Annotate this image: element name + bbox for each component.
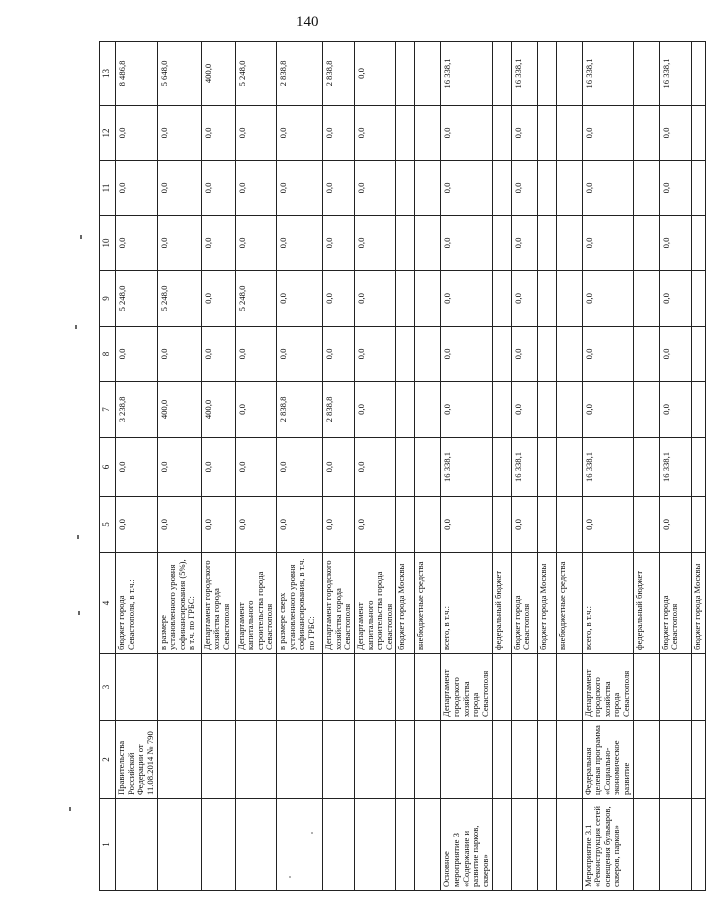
value-cell (633, 382, 659, 438)
value-cell (633, 327, 659, 382)
table-row (582, 42, 633, 891)
value-cell (556, 382, 582, 438)
value-cell: 0,0 (354, 327, 396, 382)
cell-c4: Департамент городского хозяйства города Севастополя (201, 553, 235, 654)
value-cell: 0,0 (277, 161, 323, 216)
cell-c1 (354, 799, 396, 891)
table-row (323, 42, 355, 891)
cell-c2 (415, 721, 441, 799)
cell-c4: Департамент капитального строительства города Севастополя (235, 553, 277, 654)
column-header: 6 (100, 438, 116, 497)
value-cell: 0,0 (511, 106, 537, 161)
value-cell: 0,0 (201, 106, 235, 161)
value-cell: 16 338,1 (582, 438, 633, 497)
value-cell (537, 327, 556, 382)
cell-c3 (116, 654, 158, 721)
value-cell: 0,0 (116, 161, 158, 216)
table-row (277, 42, 323, 891)
value-cell (537, 216, 556, 271)
cell-c2 (201, 721, 235, 799)
value-cell: 0,0 (235, 382, 277, 438)
value-cell: 16 338,1 (659, 438, 691, 497)
cell-c1 (235, 799, 277, 891)
cell-c1 (556, 799, 582, 891)
cell-c3 (235, 654, 277, 721)
value-cell: 0,0 (582, 161, 633, 216)
value-cell: 0,0 (354, 438, 396, 497)
cell-c1 (116, 799, 158, 891)
value-cell: 400,0 (201, 382, 235, 438)
value-cell (492, 497, 511, 553)
table-row (556, 42, 582, 891)
value-cell: 0,0 (157, 216, 201, 271)
value-cell: 0,0 (157, 497, 201, 553)
cell-c3 (537, 654, 556, 721)
column-header: 8 (100, 327, 116, 382)
column-header: 9 (100, 271, 116, 327)
cell-c4: в размере установленного уровня софинансирования (5%), в т.ч. по ГРБС: (157, 553, 201, 654)
value-cell: 0,0 (323, 106, 355, 161)
cell-c2 (633, 721, 659, 799)
value-cell: 0,0 (582, 106, 633, 161)
value-cell: 0,0 (235, 497, 277, 553)
value-cell (415, 382, 441, 438)
column-header: 1 (100, 799, 116, 891)
value-cell (633, 271, 659, 327)
scan-dot (311, 832, 313, 834)
value-cell (396, 106, 415, 161)
value-cell: 5 248,0 (235, 271, 277, 327)
value-cell (492, 216, 511, 271)
cell-c4: внебюджетные средства (556, 553, 582, 654)
value-cell (492, 271, 511, 327)
value-cell: 0,0 (116, 497, 158, 553)
value-cell: 0,0 (441, 327, 492, 382)
cell-c2 (323, 721, 355, 799)
value-cell (415, 438, 441, 497)
value-cell: 0,0 (157, 327, 201, 382)
table-frame (99, 42, 702, 891)
value-cell: 0,0 (354, 161, 396, 216)
value-cell (691, 382, 705, 438)
value-cell (537, 438, 556, 497)
value-cell: 0,0 (511, 382, 537, 438)
table-row (691, 42, 705, 891)
cell-c3 (157, 654, 201, 721)
value-cell: 0,0 (277, 327, 323, 382)
cell-c4: всего, в т.ч.: (441, 553, 492, 654)
cell-c3 (691, 654, 705, 721)
value-cell (396, 382, 415, 438)
column-header: 7 (100, 382, 116, 438)
value-cell (415, 497, 441, 553)
cell-c3 (201, 654, 235, 721)
value-cell: 0,0 (441, 106, 492, 161)
value-cell (396, 497, 415, 553)
value-cell (691, 497, 705, 553)
value-cell: 8 486,8 (116, 42, 158, 106)
column-header: 10 (100, 216, 116, 271)
cell-c1 (691, 799, 705, 891)
value-cell: 0,0 (157, 438, 201, 497)
value-cell: 0,0 (323, 271, 355, 327)
value-cell: 0,0 (277, 271, 323, 327)
table-row (235, 42, 277, 891)
value-cell: 0,0 (277, 438, 323, 497)
value-cell (691, 161, 705, 216)
value-cell: 0,0 (323, 438, 355, 497)
value-cell: 0,0 (511, 161, 537, 216)
value-cell: 2 838,8 (277, 42, 323, 106)
value-cell (633, 106, 659, 161)
cell-c2 (492, 721, 511, 799)
value-cell: 0,0 (441, 161, 492, 216)
cell-c1 (277, 799, 323, 891)
value-cell: 0,0 (511, 216, 537, 271)
value-cell: 0,0 (201, 161, 235, 216)
value-cell: 400,0 (157, 382, 201, 438)
value-cell: 16 338,1 (659, 42, 691, 106)
cell-c2 (354, 721, 396, 799)
cell-c1 (511, 799, 537, 891)
value-cell (396, 271, 415, 327)
value-cell: 16 338,1 (511, 42, 537, 106)
value-cell: 0,0 (354, 42, 396, 106)
cell-c3 (511, 654, 537, 721)
value-cell: 0,0 (582, 216, 633, 271)
scan-dot (289, 876, 291, 878)
cell-c2: Правительства Российской Федерации от 11.08.2014 № 790 (116, 721, 158, 799)
value-cell: 0,0 (277, 497, 323, 553)
scan-mark (80, 235, 82, 239)
value-cell: 0,0 (201, 497, 235, 553)
scan-mark (78, 611, 80, 615)
value-cell: 0,0 (511, 497, 537, 553)
value-cell: 0,0 (235, 216, 277, 271)
cell-c2 (277, 721, 323, 799)
value-cell (556, 42, 582, 106)
value-cell: 0,0 (116, 327, 158, 382)
cell-c2 (511, 721, 537, 799)
value-cell (691, 106, 705, 161)
value-cell: 0,0 (201, 271, 235, 327)
table-row (157, 42, 201, 891)
value-cell (633, 216, 659, 271)
scan-mark (75, 325, 77, 329)
cell-c3 (556, 654, 582, 721)
value-cell: 16 338,1 (511, 438, 537, 497)
cell-c2 (556, 721, 582, 799)
scan-mark (69, 807, 71, 811)
cell-c3 (277, 654, 323, 721)
rotated-table-wrapper (99, 42, 702, 891)
cell-c4: бюджет города Севастополя (511, 553, 537, 654)
value-cell: 0,0 (354, 382, 396, 438)
value-cell (492, 42, 511, 106)
column-header: 13 (100, 42, 116, 106)
value-cell (691, 327, 705, 382)
cell-c1 (323, 799, 355, 891)
cell-c2 (157, 721, 201, 799)
value-cell: 0,0 (441, 382, 492, 438)
page-number: 140 (296, 14, 319, 30)
value-cell: 16 338,1 (441, 438, 492, 497)
value-cell: 3 238,8 (116, 382, 158, 438)
column-header: 3 (100, 654, 116, 721)
table-row (441, 42, 492, 891)
value-cell: 0,0 (201, 327, 235, 382)
value-cell: 16 338,1 (582, 42, 633, 106)
value-cell: 400,0 (201, 42, 235, 106)
value-cell: 0,0 (659, 271, 691, 327)
cell-c2 (441, 721, 492, 799)
cell-c3 (396, 654, 415, 721)
value-cell (396, 216, 415, 271)
cell-c2 (235, 721, 277, 799)
value-cell (396, 438, 415, 497)
value-cell: 0,0 (659, 161, 691, 216)
value-cell: 5 248,0 (235, 42, 277, 106)
cell-c1: Основное мероприятие 3 «Содержание и развитие парков, скверов» (441, 799, 492, 891)
cell-c4: Департамент капитального строительства города Севастополя (354, 553, 396, 654)
value-cell: 0,0 (235, 438, 277, 497)
value-cell: 0,0 (277, 216, 323, 271)
cell-c2 (396, 721, 415, 799)
value-cell: 2 838,8 (323, 382, 355, 438)
cell-c1 (537, 799, 556, 891)
value-cell: 0,0 (659, 382, 691, 438)
value-cell (691, 42, 705, 106)
cell-c4: в размере сверх установленного уровня софинансирования, в т.ч. по ГРБС: (277, 553, 323, 654)
cell-c1: Мероприятие 3.1 «Реконструкция сетей освещения бульваров, скверов, парков» (582, 799, 633, 891)
cell-c2 (537, 721, 556, 799)
cell-c4: бюджет города Москвы (537, 553, 556, 654)
cell-c2 (691, 721, 705, 799)
value-cell: 0,0 (582, 327, 633, 382)
value-cell: 0,0 (659, 327, 691, 382)
cell-c1 (633, 799, 659, 891)
cell-c1 (659, 799, 691, 891)
value-cell: 0,0 (582, 382, 633, 438)
value-cell: 0,0 (354, 271, 396, 327)
value-cell (415, 161, 441, 216)
value-cell: 0,0 (354, 497, 396, 553)
value-cell: 0,0 (116, 216, 158, 271)
value-cell (556, 216, 582, 271)
cell-c1 (157, 799, 201, 891)
value-cell: 0,0 (323, 161, 355, 216)
value-cell (492, 106, 511, 161)
value-cell: 0,0 (323, 216, 355, 271)
header-row (100, 42, 116, 891)
value-cell: 0,0 (511, 271, 537, 327)
value-cell (633, 161, 659, 216)
cell-c4: федеральный бюджет (492, 553, 511, 654)
table-row (396, 42, 415, 891)
value-cell: 5 248,0 (157, 271, 201, 327)
value-cell (691, 271, 705, 327)
table-row (415, 42, 441, 891)
value-cell: 5 248,0 (116, 271, 158, 327)
cell-c4: Департамент городского хозяйства города Севастополя (323, 553, 355, 654)
cell-c3 (354, 654, 396, 721)
cell-c1 (415, 799, 441, 891)
value-cell (556, 106, 582, 161)
value-cell: 0,0 (277, 106, 323, 161)
value-cell: 0,0 (116, 438, 158, 497)
value-cell (556, 271, 582, 327)
cell-c4: бюджет города Москвы (691, 553, 705, 654)
value-cell (556, 161, 582, 216)
value-cell (415, 327, 441, 382)
scan-mark (77, 535, 79, 539)
value-cell (537, 382, 556, 438)
table-row (354, 42, 396, 891)
value-cell (537, 497, 556, 553)
value-cell (633, 497, 659, 553)
value-cell: 0,0 (511, 327, 537, 382)
value-cell: 0,0 (354, 106, 396, 161)
table-row (492, 42, 511, 891)
budget-table (99, 41, 706, 891)
table-row (537, 42, 556, 891)
value-cell (492, 382, 511, 438)
cell-c3 (659, 654, 691, 721)
column-header: 12 (100, 106, 116, 161)
value-cell (396, 327, 415, 382)
value-cell (396, 161, 415, 216)
value-cell: 0,0 (659, 216, 691, 271)
value-cell (691, 438, 705, 497)
value-cell: 0,0 (441, 271, 492, 327)
value-cell (396, 42, 415, 106)
cell-c3 (415, 654, 441, 721)
value-cell (537, 42, 556, 106)
value-cell: 0,0 (235, 327, 277, 382)
table-row (511, 42, 537, 891)
cell-c3 (492, 654, 511, 721)
table-row (201, 42, 235, 891)
cell-c1 (201, 799, 235, 891)
value-cell: 2 838,8 (277, 382, 323, 438)
column-header: 11 (100, 161, 116, 216)
value-cell: 5 648,0 (157, 42, 201, 106)
value-cell (556, 497, 582, 553)
table-row (116, 42, 158, 891)
value-cell: 0,0 (157, 161, 201, 216)
value-cell (415, 216, 441, 271)
value-cell: 0,0 (659, 106, 691, 161)
value-cell: 0,0 (323, 327, 355, 382)
value-cell: 0,0 (235, 106, 277, 161)
cell-c3 (323, 654, 355, 721)
value-cell: 0,0 (354, 216, 396, 271)
table-row (633, 42, 659, 891)
cell-c3: Департамент городского хозяйства города Севастополя (441, 654, 492, 721)
cell-c4: федеральный бюджет (633, 553, 659, 654)
value-cell: 0,0 (659, 497, 691, 553)
cell-c1 (492, 799, 511, 891)
value-cell (492, 438, 511, 497)
value-cell: 0,0 (323, 497, 355, 553)
value-cell: 0,0 (582, 271, 633, 327)
value-cell (537, 271, 556, 327)
value-cell: 0,0 (441, 497, 492, 553)
cell-c2 (659, 721, 691, 799)
value-cell: 0,0 (116, 106, 158, 161)
value-cell: 0,0 (235, 161, 277, 216)
value-cell (537, 161, 556, 216)
value-cell: 16 338,1 (441, 42, 492, 106)
value-cell (415, 271, 441, 327)
value-cell (691, 216, 705, 271)
column-header: 4 (100, 553, 116, 654)
cell-c4: внебюджетные средства (415, 553, 441, 654)
value-cell: 0,0 (157, 106, 201, 161)
value-cell (415, 42, 441, 106)
value-cell (492, 161, 511, 216)
value-cell (556, 327, 582, 382)
table-row (659, 42, 691, 891)
cell-c4: бюджет города Севастополя (659, 553, 691, 654)
value-cell: 2 838,8 (323, 42, 355, 106)
cell-c3 (633, 654, 659, 721)
value-cell: 0,0 (582, 497, 633, 553)
cell-c3: Департамент городского хозяйства города Севастополя (582, 654, 633, 721)
value-cell: 0,0 (201, 438, 235, 497)
value-cell (415, 106, 441, 161)
value-cell: 0,0 (441, 216, 492, 271)
value-cell (492, 327, 511, 382)
value-cell: 0,0 (201, 216, 235, 271)
value-cell (633, 42, 659, 106)
column-header: 5 (100, 497, 116, 553)
cell-c1 (396, 799, 415, 891)
value-cell (633, 438, 659, 497)
cell-c2: Федеральная целевая программа «Социально-экономическое развитие (582, 721, 633, 799)
value-cell (537, 106, 556, 161)
cell-c4: бюджет города Севастополя, в т.ч.: (116, 553, 158, 654)
cell-c4: бюджет города Москвы (396, 553, 415, 654)
cell-c4: всего, в т.ч.: (582, 553, 633, 654)
value-cell (556, 438, 582, 497)
column-header: 2 (100, 721, 116, 799)
